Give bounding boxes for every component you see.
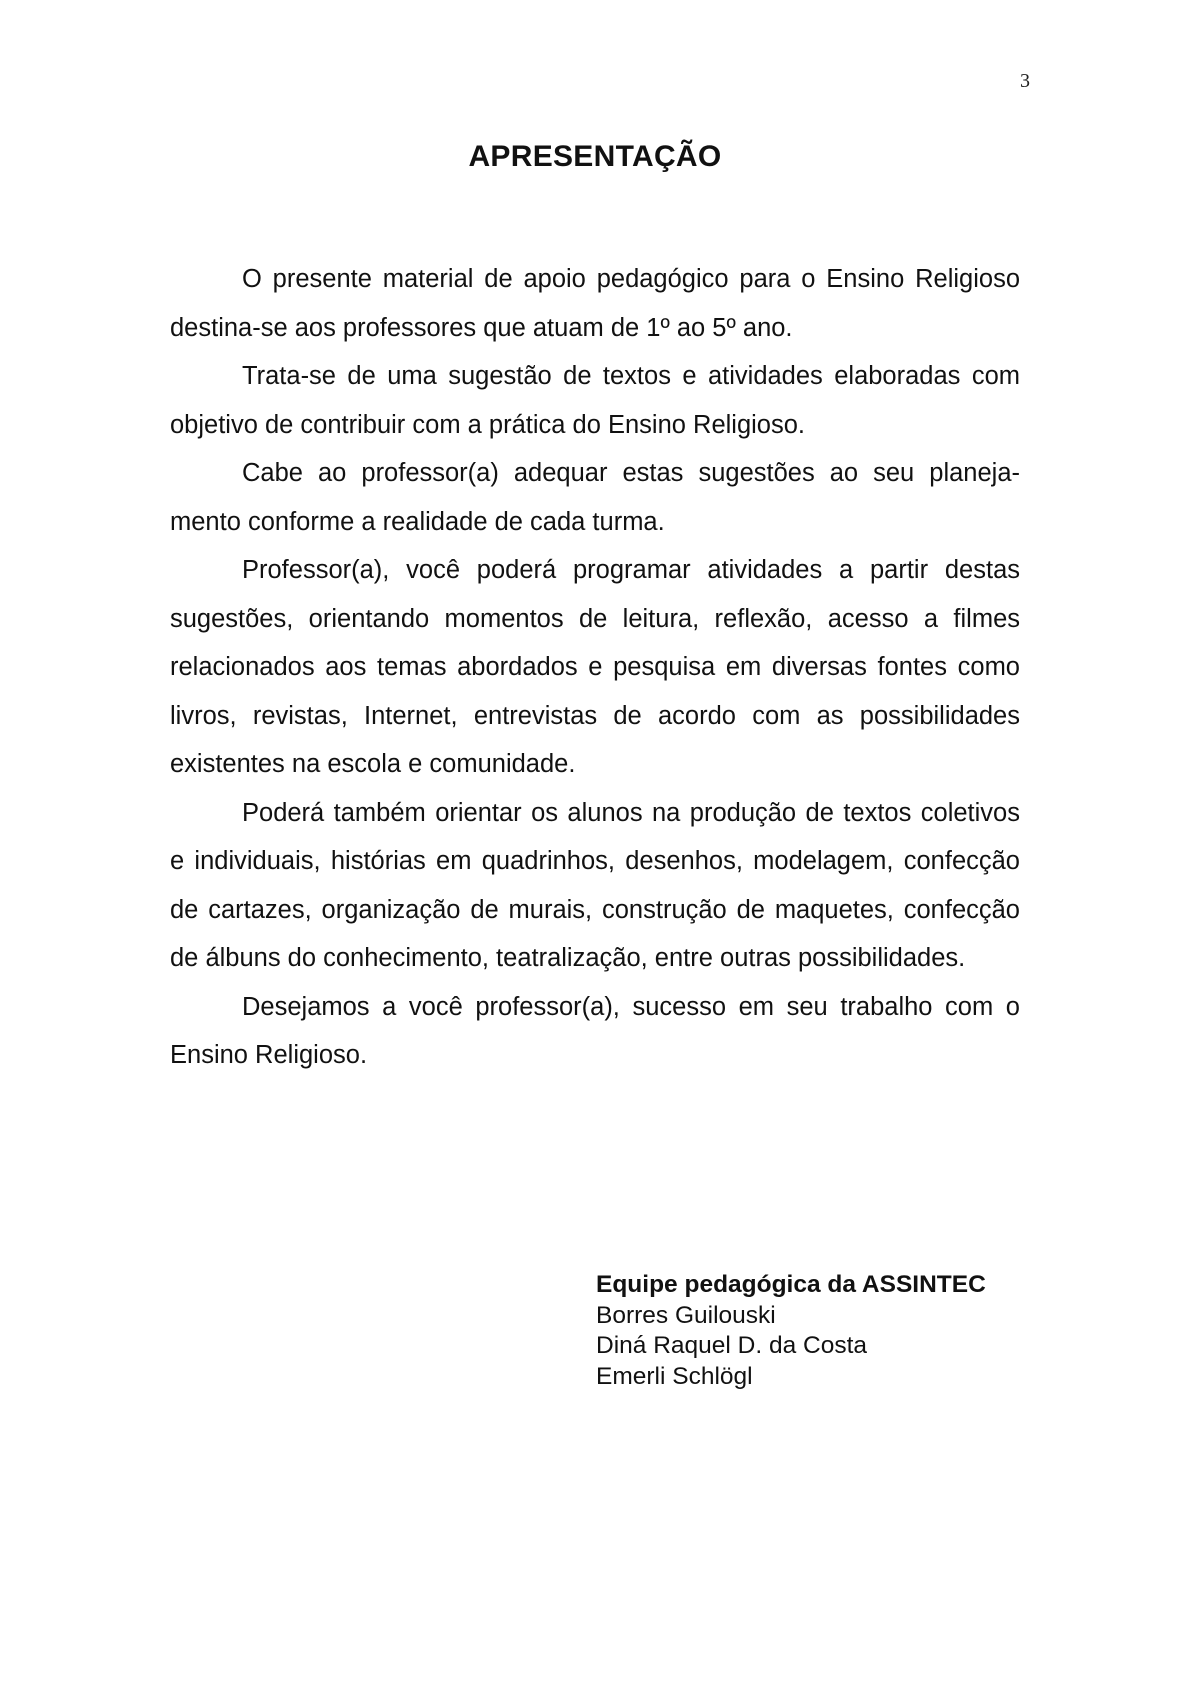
paragraph-intro: O presente material de apoio pedagógico para o Ensino Religioso destina-se aos professores que atuam de 1º ao 5º ano. xyxy=(170,265,1020,342)
paragraph-purpose: Trata-se de uma sugestão de textos e atividades elaboradas com objetivo de contribuir com a prática do Ensino Religioso. xyxy=(170,362,1020,439)
paragraph-activities: Professor(a), você poderá programar atividades a partir destas sugestões, orientando momentos de leitura, reflexão, acesso a filmes relacionados aos temas abordados e pesquisa em diversas fontes como livros, revistas, Internet, entrevistas de acordo com as possibilidades existentes na escola e comunidade. xyxy=(170,556,1020,778)
signature-member: Emerli Schlögl xyxy=(596,1362,753,1390)
signature-team: Equipe pedagógica da ASSINTEC xyxy=(596,1271,986,1298)
page-number: 3 xyxy=(1020,70,1030,92)
body-text xyxy=(170,255,1020,1080)
signature-member: Diná Raquel D. da Costa xyxy=(596,1332,868,1359)
paragraph-closing: Desejamos a você professor(a), sucesso em seu trabalho com o Ensino Religioso. xyxy=(170,992,1020,1069)
signature-block xyxy=(596,1270,986,1392)
paragraph-productions: Poderá também orientar os alunos na produção de textos coletivos e individuais, histórias em quadrinhos, desenhos, modelagem, confecção de cartazes, organização de murais, construção de maquetes, confecção de álbuns do conhecimento, teatralização, entre outras possibilidades. xyxy=(170,798,1020,972)
signature-member: Borres Guilouski xyxy=(596,1301,776,1329)
page-title: APRESENTAÇÃO xyxy=(468,140,722,173)
paragraph-adaptation: Cabe ao professor(a) adequar estas sugestões ao seu planeja-mento conforme a realidade de cada turma. xyxy=(170,459,1020,536)
